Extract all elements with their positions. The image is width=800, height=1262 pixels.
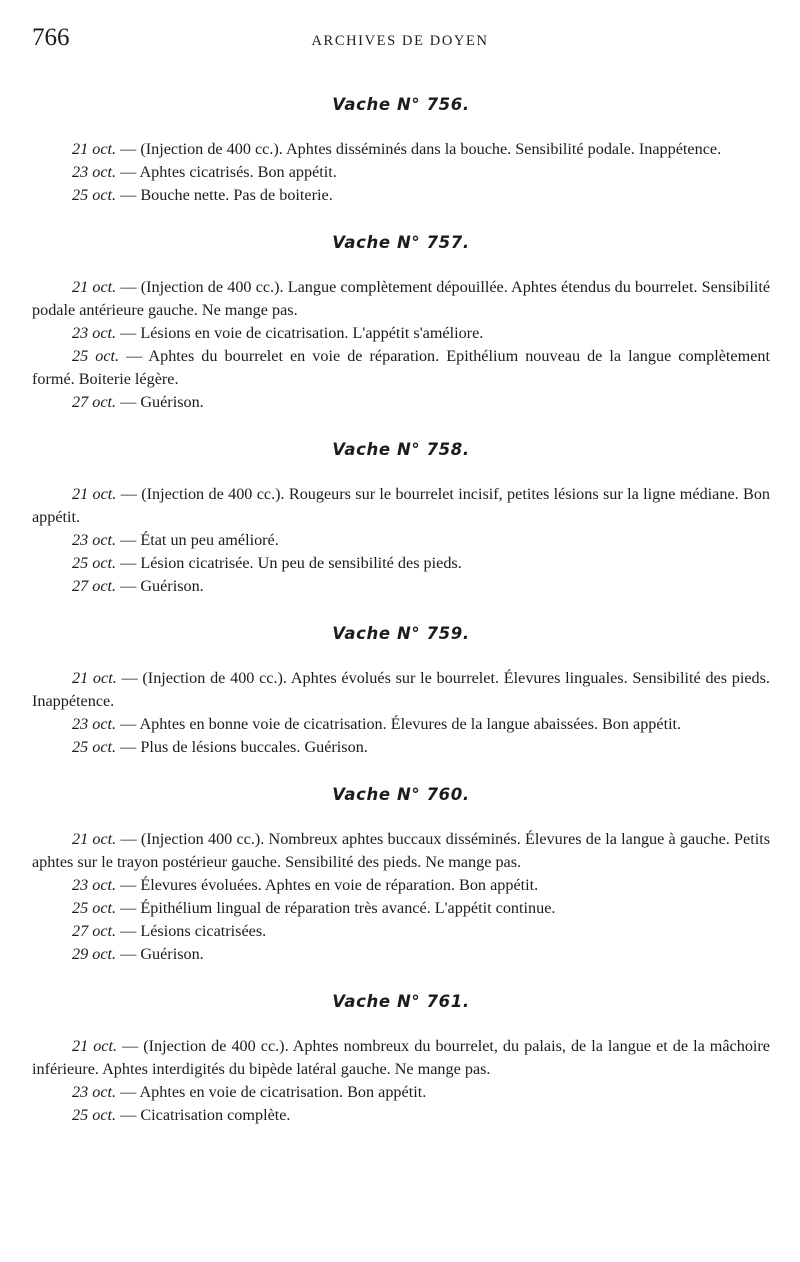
observation: [32, 276, 770, 322]
observation-text: — Aphtes du bourrelet en voie de réparation. Epithélium nouveau de la langue complètement formé. Boiterie légère.: [32, 347, 770, 388]
observation-text: — Lésions cicatrisées.: [116, 922, 267, 940]
observation: [32, 161, 770, 184]
entry-title: Vache N° 761.: [332, 992, 470, 1011]
entry-section: [32, 782, 770, 989]
observation-text: — Lésions en voie de cicatrisation. L'appétit s'améliore.: [116, 324, 484, 342]
observation-text: — (Injection de 400 cc.). Aphtes nombreux du bourrelet, du palais, de la langue et de la mâchoire inférieure. Aphtes interdigités du bipède latéral gauche. Ne mange pas.: [32, 1037, 770, 1078]
entry-section: [32, 989, 770, 1127]
entry-section: [32, 621, 770, 782]
page-header: [32, 24, 768, 54]
observation-text: — (Injection de 400 cc.). Aphtes évolués sur le bourrelet. Élevures linguales. Sensibilité des pieds. Inappétence.: [32, 669, 770, 710]
observation-date: 21 oct.: [72, 485, 117, 503]
observation: [32, 552, 770, 575]
observation-text: — (Injection de 400 cc.). Langue complètement dépouillée. Aphtes étendus du bourrelet. Sensibilité podale antérieure gauche. Ne mange pas.: [32, 278, 770, 319]
observation-text: — Épithélium lingual de réparation très avancé. L'appétit continue.: [116, 899, 556, 917]
observation-text: — Lésion cicatrisée. Un peu de sensibilité des pieds.: [116, 554, 462, 572]
observation-text: — Bouche nette. Pas de boiterie.: [116, 186, 333, 204]
observation: [32, 391, 770, 414]
section-spacer: [32, 414, 770, 437]
observation-date: 21 oct.: [72, 140, 117, 158]
section-spacer: [32, 966, 770, 989]
observation-date: 25 oct.: [72, 347, 120, 365]
observation: [32, 1081, 770, 1104]
entry-section: [32, 92, 770, 230]
observation-date: 27 oct.: [72, 393, 117, 411]
document-body: [32, 92, 770, 1127]
entry-title: Vache N° 756.: [332, 95, 470, 114]
observation: [32, 529, 770, 552]
observation: [32, 483, 770, 529]
observation-date: 23 oct.: [72, 715, 117, 733]
observation: [32, 667, 770, 713]
observation: [32, 184, 770, 207]
observation-date: 23 oct.: [72, 163, 117, 181]
observation: [32, 575, 770, 598]
observation-date: 21 oct.: [72, 830, 117, 848]
entry-section: [32, 437, 770, 621]
observation-date: 25 oct.: [72, 1106, 117, 1124]
entry-title: Vache N° 757.: [332, 233, 470, 252]
observation-date: 27 oct.: [72, 922, 117, 940]
observation-date: 29 oct.: [72, 945, 117, 963]
observation-text: — État un peu amélioré.: [116, 531, 279, 549]
observation-date: 27 oct.: [72, 577, 117, 595]
section-spacer: [32, 759, 770, 782]
observation-text: — Aphtes cicatrisés. Bon appétit.: [116, 163, 337, 181]
entry-title: Vache N° 759.: [332, 624, 470, 643]
observation: [32, 322, 770, 345]
observation: [32, 1035, 770, 1081]
observation-date: 25 oct.: [72, 738, 117, 756]
observation-text: — (Injection de 400 cc.). Aphtes disséminés dans la bouche. Sensibilité podale. Inappétence.: [116, 140, 722, 158]
observation: [32, 736, 770, 759]
observation: [32, 897, 770, 920]
observation-text: — (Injection de 400 cc.). Rougeurs sur le bourrelet incisif, petites lésions sur la ligne médiane. Bon appétit.: [32, 485, 771, 526]
observation-date: 21 oct.: [72, 669, 117, 687]
observation-date: 25 oct.: [72, 554, 117, 572]
observation: [32, 345, 770, 391]
observation-text: — Guérison.: [116, 577, 204, 595]
section-spacer: [32, 207, 770, 230]
observation-date: 21 oct.: [72, 1037, 118, 1055]
observation-text: — Guérison.: [116, 945, 204, 963]
observation-text: — Élevures évoluées. Aphtes en voie de réparation. Bon appétit.: [116, 876, 539, 894]
observation-date: 25 oct.: [72, 899, 117, 917]
observation: [32, 874, 770, 897]
observation-date: 23 oct.: [72, 531, 117, 549]
section-spacer: [32, 598, 770, 621]
observation-date: 25 oct.: [72, 186, 117, 204]
observation-text: — Aphtes en voie de cicatrisation. Bon appétit.: [116, 1083, 427, 1101]
observation-date: 23 oct.: [72, 324, 117, 342]
observation: [32, 943, 770, 966]
running-title: ARCHIVES DE DOYEN: [311, 33, 489, 49]
observation-date: 23 oct.: [72, 876, 117, 894]
observation: [32, 828, 770, 874]
observation-text: — Aphtes en bonne voie de cicatrisation. Élevures de la langue abaissées. Bon appétit.: [116, 715, 682, 733]
entry-title: Vache N° 758.: [332, 440, 470, 459]
observation-text: — (Injection 400 cc.). Nombreux aphtes buccaux disséminés. Élevures de la langue à gauche. Petits aphtes sur le trayon postérieur gauche. Sensibilité des pieds. Ne mange pas.: [32, 830, 771, 871]
observation: [32, 713, 770, 736]
entry-title: Vache N° 760.: [332, 785, 470, 804]
page-number: 766: [32, 24, 70, 51]
observation-text: — Guérison.: [116, 393, 204, 411]
entry-section: [32, 230, 770, 437]
observation-text: — Cicatrisation complète.: [116, 1106, 291, 1124]
observation: [32, 920, 770, 943]
observation-date: 23 oct.: [72, 1083, 117, 1101]
observation-text: — Plus de lésions buccales. Guérison.: [116, 738, 368, 756]
observation: [32, 138, 770, 161]
observation-date: 21 oct.: [72, 278, 117, 296]
observation: [32, 1104, 770, 1127]
